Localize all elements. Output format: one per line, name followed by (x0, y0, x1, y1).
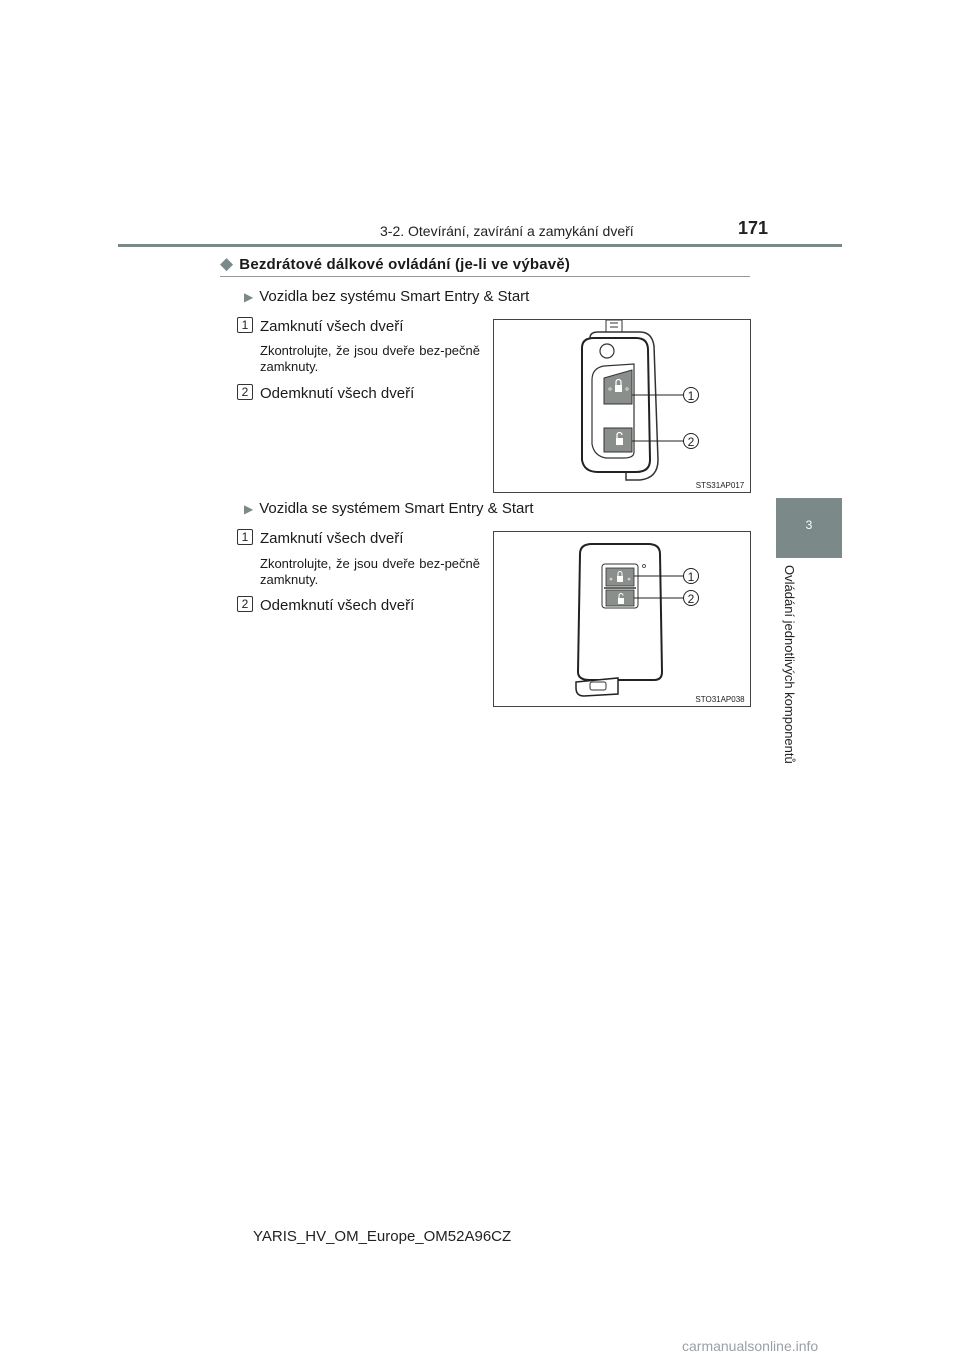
subheading-no-smart-entry (244, 288, 529, 305)
triangle-bullet-icon: ▶ (244, 290, 254, 304)
figure-flip-key (493, 319, 751, 493)
subheading-text: Vozidla bez systému Smart Entry & Start (259, 288, 530, 305)
item-note: Zkontrolujte, že jsou dveře bez-pečně zamknuty. (260, 556, 480, 587)
callout-1: 1 (687, 389, 695, 403)
item-number-badge: 1 (237, 317, 253, 333)
figure-code: STS31AP017 (695, 481, 745, 490)
item-number-badge: 1 (237, 529, 253, 545)
item-note: Zkontrolujte, že jsou dveře bez-pečně zamknuty. (260, 343, 480, 374)
figure-code: STO31AP038 (695, 695, 745, 704)
item-number-badge: 2 (237, 596, 253, 612)
section-title (220, 254, 570, 274)
callout-2: 2 (687, 592, 695, 606)
callout-1: 1 (687, 570, 695, 584)
section-title-text: Bezdrátové dálkové ovládání (je-li ve výbavě) (239, 256, 571, 273)
chapter-tab-number: 3 (805, 518, 813, 532)
header-divider (118, 244, 842, 247)
item-label-lock: Zamknutí všech dveří (260, 318, 404, 335)
diamond-bullet-icon: ◆ (220, 254, 234, 273)
section-divider (220, 276, 750, 277)
item-label-lock: Zamknutí všech dveří (260, 530, 404, 547)
callout-2: 2 (687, 435, 695, 449)
smart-key-illustration (494, 532, 750, 706)
chapter-title: 3-2. Otevírání, zavírání a zamykání dveří (380, 223, 634, 239)
triangle-bullet-icon: ▶ (244, 502, 254, 516)
figure-smart-key (493, 531, 751, 707)
subheading-smart-entry (244, 500, 534, 517)
item-number-badge: 2 (237, 384, 253, 400)
watermark: carmanualsonline.info (682, 1338, 819, 1354)
subheading-text: Vozidla se systémem Smart Entry & Start (259, 500, 534, 517)
page-number: 171 (738, 218, 769, 238)
item-label-unlock: Odemknutí všech dveří (260, 597, 415, 614)
item-label-unlock: Odemknutí všech dveří (260, 385, 415, 402)
document-id: YARIS_HV_OM_Europe_OM52A96CZ (253, 1228, 512, 1245)
flip-key-illustration (494, 320, 750, 492)
chapter-tab-label: Ovládání jednotlivých komponentů (782, 565, 797, 764)
